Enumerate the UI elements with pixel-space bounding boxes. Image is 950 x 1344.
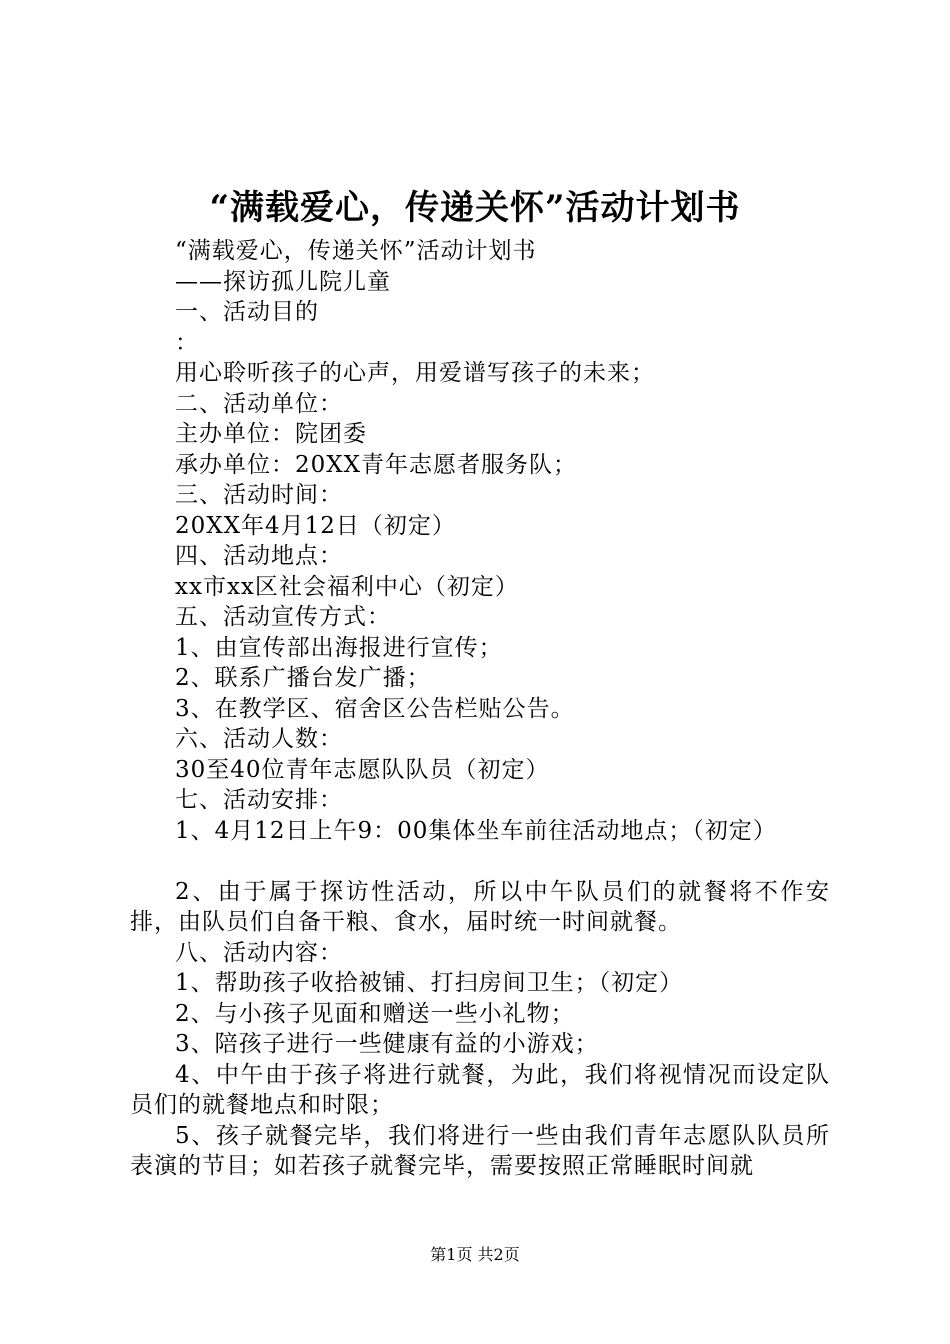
text-line: 用心聆听孩子的心声，用爱谱写孩子的未来； [175,360,655,386]
paragraph: 4、中午由于孩子将进行就餐，为此，我们将视情况而设定队员们的就餐地点和时限； [130,1061,830,1118]
text-line: ： [175,329,199,356]
section-heading: 八、活动内容： [175,939,343,966]
section-heading: 四、活动地点： [175,543,343,569]
paragraph: 5、孩子就餐完毕，我们将进行一些由我们青年志愿队队员所表演的节目；如若孩子就餐完毕，需要按照正常睡眠时间就 [130,1122,830,1179]
text-line: 3、陪孩子进行一些健康有益的小游戏； [175,1031,599,1057]
text-line: 2、与小孩子见面和赠送一些小礼物； [175,1000,575,1027]
text-line: 2、联系广播台发广播； [175,665,431,691]
text-line: ——探访孤儿院儿童 [175,268,391,295]
text-line: 20XX年4月12日（初定） [175,512,456,539]
text-line: xx市xx区社会福利中心（初定） [175,573,519,600]
section-heading: 一、活动目的 [175,299,319,325]
text-line: 1、帮助孩子收拾被铺、打扫房间卫生；（初定） [175,970,684,996]
section-heading: 六、活动人数： [175,726,343,752]
section-heading: 二、活动单位： [175,390,343,417]
text-line: 3、在教学区、宿舍区公告栏贴公告。 [175,695,575,722]
text-line: 1、4月12日上午9：00集体坐车前往活动地点；（初定） [175,817,777,844]
section-heading: 七、活动安排： [175,787,343,813]
text-line: 30至40位青年志愿队队员（初定） [175,756,550,783]
paragraph: 2、由于属于探访性活动，所以中午队员们的就餐将不作安排，由队员们自备干粮、食水，届时统一时间就餐。 [130,878,830,935]
document-title: “满载爱心，传递关怀”活动计划书 [209,188,741,228]
text-line: 1、由宣传部出海报进行宣传； [175,634,503,661]
text-line: “满载爱心，传递关怀”活动计划书 [175,238,537,264]
section-heading: 五、活动宣传方式： [175,604,391,630]
text-line: 主办单位：院团委 [175,421,367,447]
section-heading: 三、活动时间： [175,482,343,508]
page-footer: 第1页 共2页 [430,1245,520,1264]
document-body [130,236,830,1182]
text-line: 承办单位：20XX青年志愿者服务队； [175,451,578,478]
blank-line [130,846,830,877]
